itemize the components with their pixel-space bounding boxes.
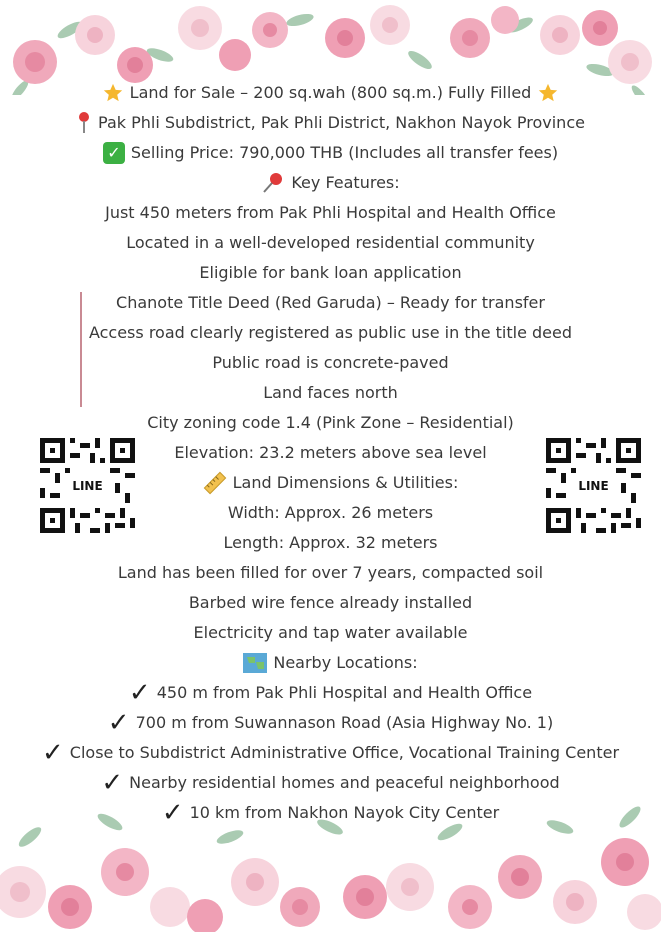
qr-label: LINE [68,478,106,494]
map-icon [243,653,267,673]
listing-location: Pak Phli Subdistrict, Pak Phli District, Nakhon Nayok Province [0,108,661,138]
nearby-item: ✓ Nearby residential homes and peaceful neighborhood [101,768,560,798]
feature-item: Just 450 meters from Pak Phli Hospital and Health Office [105,203,556,222]
feature-item: Located in a well-developed residential community [126,233,535,252]
dimension-item: Electricity and tap water available [193,623,468,642]
floral-border-bottom [0,797,661,932]
feature-item: City zoning code 1.4 (Pink Zone – Residential) [147,413,514,432]
checkmark-icon: ✓ [107,708,130,738]
nearby-item: ✓ 700 m from Suwannason Road (Asia Highway No. 1) [107,708,554,738]
qr-label: LINE [574,478,612,494]
check-box-icon: ✓ [103,142,125,164]
dimension-item: Land has been filled for over 7 years, compacted soil [117,563,544,582]
star-icon [537,82,559,104]
star-icon [102,82,124,104]
feature-item: Access road clearly registered as public use in the title deed [88,323,573,342]
dimension-item: Width: Approx. 26 meters [227,503,434,522]
feature-item: Elevation: 23.2 meters above sea level [174,443,487,462]
nearby-item: ✓ 10 km from Nakhon Nayok City Center [161,798,500,828]
nearby-item: ✓ 450 m from Pak Phli Hospital and Health Office [128,678,533,708]
listing-content [0,78,661,828]
nearby-heading: Nearby Locations: [0,648,661,678]
feature-item: Chanote Title Deed (Red Garuda) – Ready for transfer [116,293,545,312]
ruler-icon [203,471,227,495]
key-features-heading: Key Features: [0,168,661,198]
checkmark-icon: ✓ [101,768,124,798]
listing-title: Land for Sale – 200 sq.wah (800 sq.m.) Fully Filled [0,78,661,108]
location-pin-icon [76,111,92,135]
checkmark-icon: ✓ [41,738,64,768]
dimensions-heading: Land Dimensions & Utilities: [0,468,661,498]
feature-item: Eligible for bank loan application [199,263,462,282]
checkmark-icon: ✓ [161,798,184,828]
dimension-item: Barbed wire fence already installed [188,593,473,612]
listing-price: ✓ Selling Price: 790,000 THB (Includes all transfer fees) [0,138,661,168]
checkmark-icon: ✓ [128,678,151,708]
feature-item: Land faces north [263,383,398,402]
feature-item: Public road is concrete-paved [212,353,449,372]
pushpin-icon [261,171,285,195]
nearby-item: ✓ Close to Subdistrict Administrative Office, Vocational Training Center [41,738,620,768]
dimension-item: Length: Approx. 32 meters [223,533,438,552]
